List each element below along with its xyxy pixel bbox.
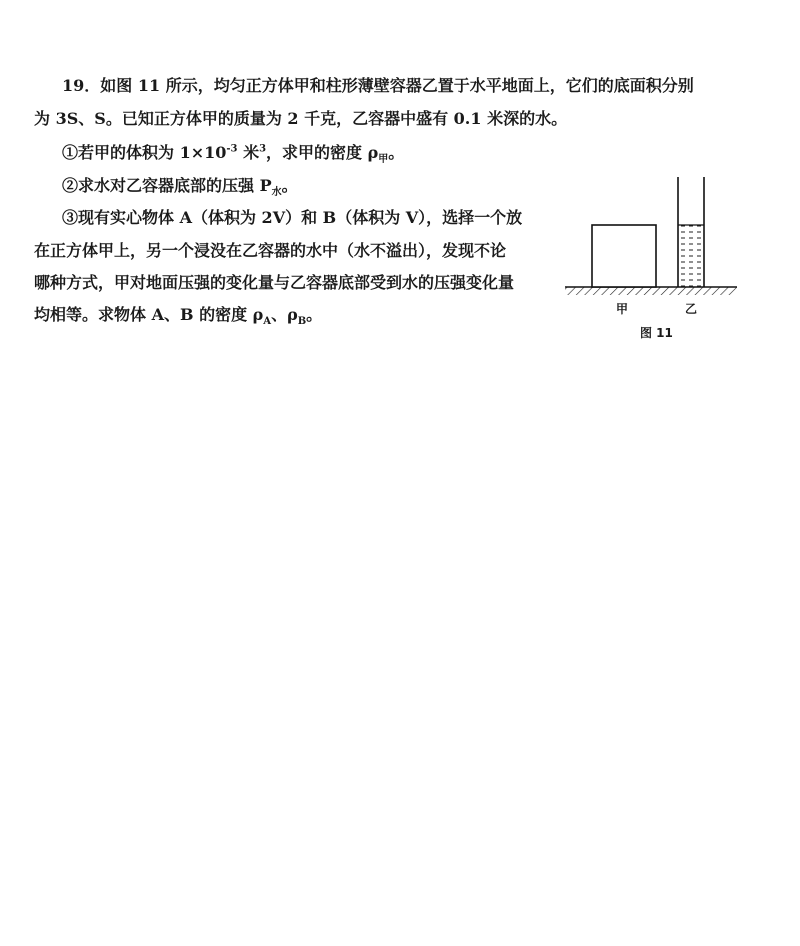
question-2	[62, 175, 298, 197]
problem-line-1	[62, 75, 694, 97]
q2-text: ②求水对乙容器底部的压强 P	[62, 176, 272, 195]
q2-subscript: 水	[271, 187, 282, 199]
label-yi: 乙	[685, 302, 698, 316]
q3-period: 。	[306, 305, 323, 324]
ground-hatch	[565, 287, 737, 295]
problem-number: 19．	[62, 76, 101, 95]
cube-jia	[592, 225, 656, 287]
q3-separator: 、ρ	[271, 305, 298, 324]
question-3-line-3: 哪种方式，甲对地面压强的变化量与乙容器底部受到水的压强变化量	[34, 273, 515, 292]
label-jia: 甲	[616, 302, 629, 316]
problem-text-line-1: 如图 11 所示，均匀正方体甲和柱形薄壁容器乙置于水平地面上，它们的底面积分别	[100, 76, 694, 95]
q1-text: ①若甲的体积为 1×10	[62, 143, 227, 162]
question-1	[62, 142, 404, 164]
water-in-container	[678, 225, 704, 287]
q1-period: 。	[388, 143, 405, 162]
q3-subscript-b: B	[297, 316, 307, 328]
q3-subscript-a: A	[263, 316, 272, 328]
question-3-line-1: ③现有实心物体 A（体积为 2V）和 B（体积为 V），选择一个放	[62, 208, 523, 227]
q3-text: 均相等。求物体 A、B 的密度 ρ	[34, 305, 264, 324]
figure-caption: 图 11	[640, 326, 673, 340]
q1-subscript: 甲	[378, 154, 389, 166]
q1-exponent: -3	[226, 143, 238, 155]
question-3-line-2: 在正方体甲上，另一个浸没在乙容器的水中（水不溢出），发现不论	[34, 241, 507, 260]
figure-11	[560, 175, 745, 345]
q1-unit: 米	[237, 143, 260, 162]
problem-line-2: 为 3S、S。已知正方体甲的质量为 2 千克，乙容器中盛有 0.1 米深的水。	[34, 109, 568, 128]
q1-unit-exponent: 3	[259, 143, 267, 155]
question-3-line-4	[34, 304, 322, 326]
q2-period: 。	[281, 176, 298, 195]
q1-text-end: ，求甲的密度 ρ	[266, 143, 379, 162]
